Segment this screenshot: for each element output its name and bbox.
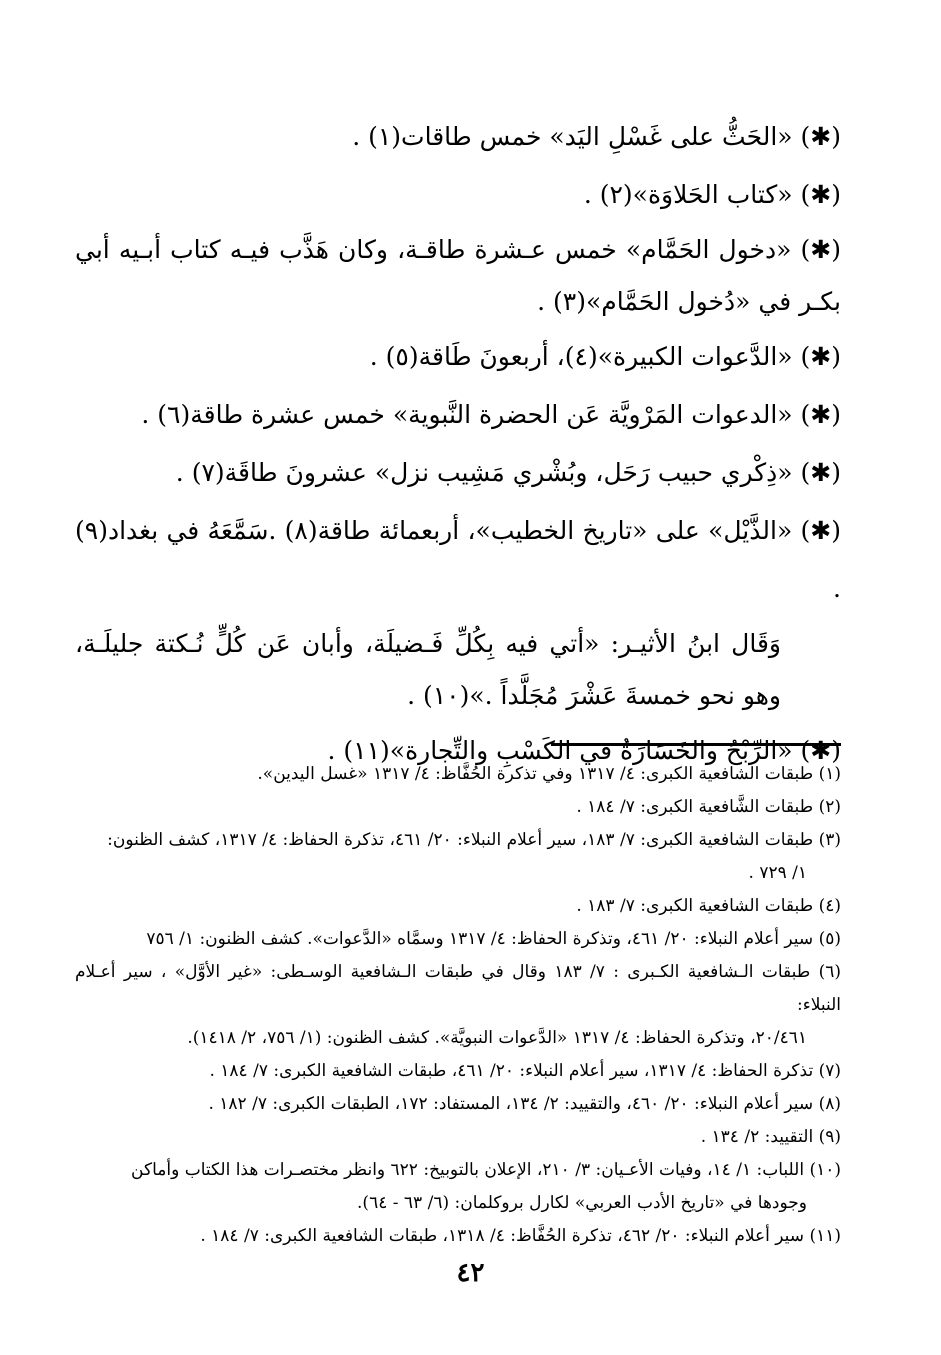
- quote-ibn-athir: وَقَال ابنُ الأثيـر: «أتي فيه بِكُلِّ فَـضيلَة، وأبان عَن كُلٍّ نُـكتة جليلَـة، وهو نحو خمسةَ عَشْرَ مُجَلَّداً .»(١٠) .: [75, 629, 781, 710]
- footnote-6-line-1: (٦) طبقات الـشافعية الكـبرى : ٧/ ١٨٣ وقال في طبقات الـشافعية الوسـطى: «غير الأوَّل» ، سير أعـلام النبلاء:: [75, 962, 841, 1015]
- footnote-divider: [551, 743, 841, 746]
- footnote-4: (٤) طبقات الشافعية الكبرى: ٧/ ١٨٣ .: [576, 896, 841, 916]
- footnote-11: (١١) سير أعلام النبلاء: ٢٠/ ٤٦٢، تذكرة الحُفَّاظ: ٤/ ١٣١٨، طبقات الشافعية الكبرى: ٧/ ١٨٤ .: [200, 1226, 841, 1246]
- footnote-10-line-1: (١٠) اللباب: ١/ ١٤، وفيات الأعـيان: ٣/ ٢١٠، الإعلان بالتوبيخ: ٦٢٢ وانظر مختصـرات هذا الكتاب وأماكن: [131, 1160, 841, 1180]
- entry-daawat-kabira: (✱) «الدَّعوات الكبيرة»(٤)، أربعونَ طَاقة(٥) .: [369, 342, 841, 371]
- footnote-7: (٧) تذكرة الحفاظ: ٤/ ١٣١٧، سير أعلام النبلاء: ٢٠/ ٤٦١، طبقات الشافعية الكبرى: ٧/ ١٨٤ .: [209, 1061, 841, 1081]
- entry-washing-hands: (✱) «الحَثُّ على غَسْلِ اليَد» خمس طاقات(١) .: [352, 122, 841, 151]
- entry-daawat-marwiyya: (✱) «الدعوات المَرْويَّة عَن الحضرة النَّبوية» خمس عشرة طاقة(٦) .: [141, 400, 841, 429]
- entry-ribh-khasara: (✱) «الرِّبْحُ والخَسَارَةُ في الكَسْبِ والتِّجارة»(١١) .: [327, 736, 841, 765]
- entry-dhayl: (✱) «الذَّيْل» على «تاريخ الخطيب»، أربعمائة طاقة(٨) .سَمَّعَهُ في بغداد(٩) .: [75, 516, 841, 603]
- footnote-6: [75, 956, 841, 1055]
- footnote-10: [75, 1154, 841, 1220]
- footnote-8: (٨) سير أعلام النبلاء: ٢٠/ ٤٦٠، والتقييد: ٢/ ١٣٤، المستفاد: ١٧٢، الطبقات الكبرى: ٧/ ١٨٢ .: [208, 1094, 841, 1114]
- entry-dhikra-habib: (✱) «ذِكْري حبيب رَحَل، وبُشْري مَشِيب نزل» عشرونَ طاقَة(٧) .: [175, 458, 841, 487]
- entry-kitab-halawa: (✱) «كتاب الحَلاوَة»(٢) .: [583, 180, 841, 209]
- footnote-3-line-1: (٣) طبقات الشافعية الكبرى: ٧/ ١٨٣، سير أعلام النبلاء: ٢٠/ ٤٦١، تذكرة الحفاظ: ٤/ ١٣١٧، كشف الظنون:: [107, 830, 841, 850]
- footnote-3-line-2: ١/ ٧٢٩ .: [748, 863, 807, 883]
- page-number: ٤٢: [456, 1258, 485, 1288]
- footnote-3: [75, 824, 841, 890]
- footnote-5: (٥) سير أعلام النبلاء: ٢٠/ ٤٦١، وتذكرة الحفاظ: ٤/ ١٣١٧ وسمَّاه «الدَّعوات». كشف الظنون: ١/ ٧٥٦: [146, 929, 841, 949]
- footnote-6-line-2: ٢٠/٤٦١، وتذكرة الحفاظ: ٤/ ١٣١٧ «الدَّعوات النبويَّة». كشف الظنون: (١/ ٧٥٦، ٢/ ١٤١٨).: [187, 1028, 807, 1048]
- entry-dukhul-hammam: (✱) «دخول الحَمَّام» خمس عـشرة طاقـة، وكان هَذَّب فيـه كتاب أبـيه أبي بكـر في «دُخول الحَمَّام»(٣) .: [75, 235, 841, 316]
- main-text: [75, 108, 841, 780]
- footnote-2: (٢) طبقات الشَّافعية الكبرى: ٧/ ١٨٤ .: [576, 797, 841, 817]
- footnote-9: (٩) التقييد: ٢/ ١٣٤ .: [700, 1127, 841, 1147]
- footnote-10-line-2: وجودها في «تاريخ الأدب العربي» لكارل بروكلمان: (٦/ ٦٣ - ٦٤).: [357, 1193, 807, 1213]
- footnote-1: (١) طبقات الشافعية الكبرى: ٤/ ١٣١٧ وفي تذكرة الحُفَّاظ: ٤/ ١٣١٧ «غسل اليدين».: [257, 764, 841, 784]
- footnotes: [75, 758, 841, 1253]
